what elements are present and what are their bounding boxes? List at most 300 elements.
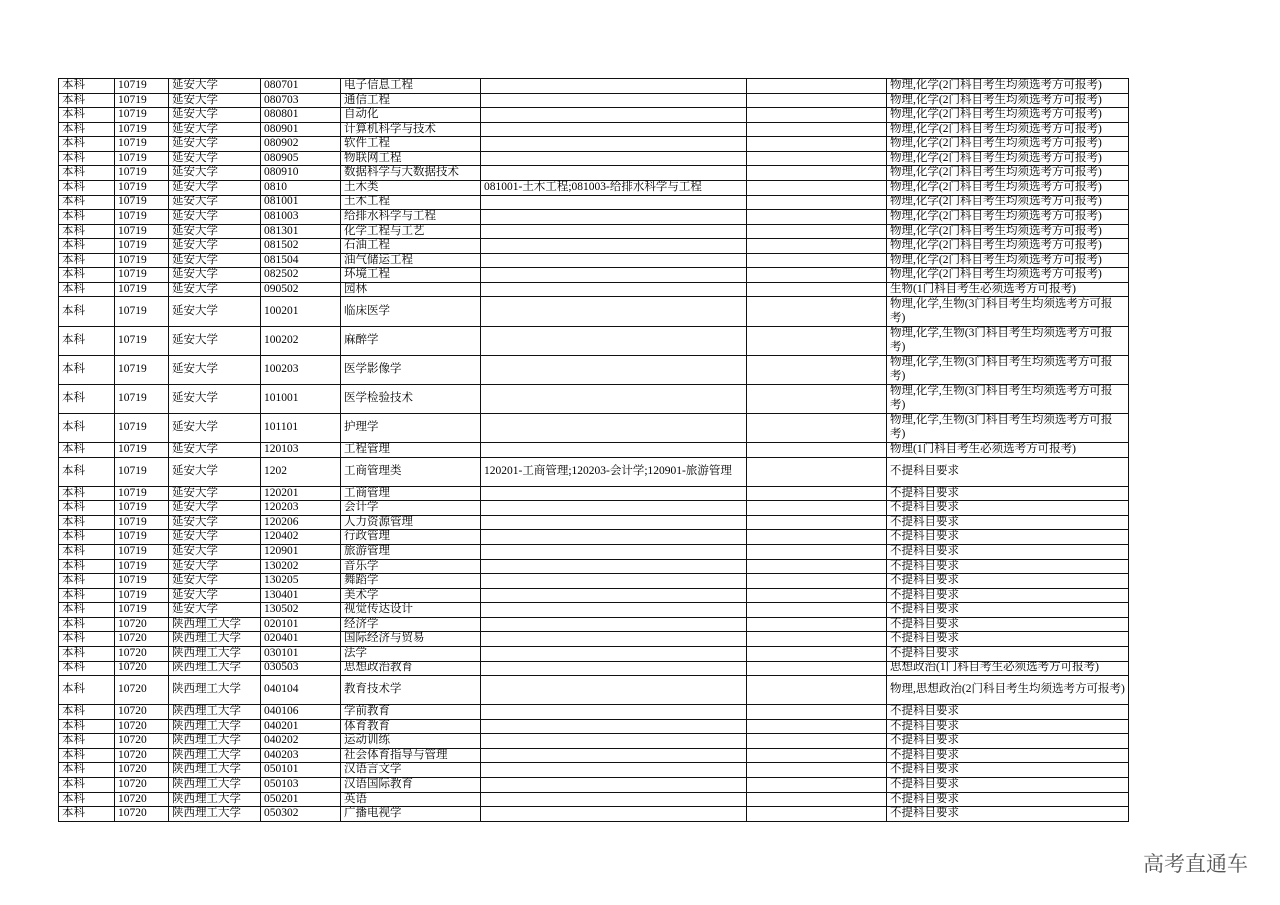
table-row: [59, 705, 1129, 720]
cell-level: 本科: [59, 196, 115, 211]
table-row: [59, 734, 1129, 749]
cell-major-code: 040106: [261, 705, 341, 720]
cell-major-code: 040202: [261, 734, 341, 749]
table-row: [59, 181, 1129, 196]
cell-level: 本科: [59, 414, 115, 443]
cell-major-code: 040104: [261, 676, 341, 705]
cell-major-code: 050201: [261, 793, 341, 808]
table-row: [59, 137, 1129, 152]
table-row: [59, 297, 1129, 326]
cell-included-majors: 120201-工商管理;120203-会计学;120901-旅游管理: [481, 458, 747, 487]
cell-major-name: 运动训练: [341, 734, 481, 749]
cell-included-majors: [481, 268, 747, 283]
cell-school-code: 10719: [115, 356, 169, 385]
cell-major-name: 美术学: [341, 589, 481, 604]
cell-subject-requirement: 物理,化学,生物(3门科目考生均须选考方可报考): [887, 414, 1129, 443]
cell-level: 本科: [59, 778, 115, 793]
cell-school-code: 10720: [115, 734, 169, 749]
cell-school-name: 陕西理工大学: [169, 793, 261, 808]
cell-major-code: 080901: [261, 123, 341, 138]
cell-major-name: 教育技术学: [341, 676, 481, 705]
cell-blank: [747, 297, 887, 326]
cell-included-majors: [481, 327, 747, 356]
cell-level: 本科: [59, 560, 115, 575]
table-row: [59, 239, 1129, 254]
cell-subject-requirement: 物理,化学,生物(3门科目考生均须选考方可报考): [887, 385, 1129, 414]
cell-blank: [747, 647, 887, 662]
cell-blank: [747, 793, 887, 808]
cell-school-code: 10719: [115, 196, 169, 211]
cell-level: 本科: [59, 239, 115, 254]
cell-school-name: 延安大学: [169, 458, 261, 487]
cell-major-code: 120203: [261, 501, 341, 516]
cell-blank: [747, 108, 887, 123]
cell-major-code: 130202: [261, 560, 341, 575]
cell-school-code: 10719: [115, 516, 169, 531]
cell-school-code: 10720: [115, 705, 169, 720]
cell-major-name: 软件工程: [341, 137, 481, 152]
cell-level: 本科: [59, 589, 115, 604]
cell-included-majors: [481, 94, 747, 109]
cell-major-code: 020101: [261, 618, 341, 633]
table-row: [59, 793, 1129, 808]
cell-blank: [747, 676, 887, 705]
cell-level: 本科: [59, 123, 115, 138]
cell-level: 本科: [59, 94, 115, 109]
cell-school-code: 10719: [115, 458, 169, 487]
table-row: [59, 749, 1129, 764]
cell-major-name: 汉语国际教育: [341, 778, 481, 793]
cell-major-code: 090502: [261, 283, 341, 298]
cell-level: 本科: [59, 501, 115, 516]
cell-included-majors: [481, 385, 747, 414]
cell-included-majors: [481, 414, 747, 443]
cell-blank: [747, 530, 887, 545]
cell-major-name: 社会体育指导与管理: [341, 749, 481, 764]
cell-major-name: 电子信息工程: [341, 79, 481, 94]
cell-included-majors: [481, 705, 747, 720]
cell-level: 本科: [59, 749, 115, 764]
table-row: [59, 720, 1129, 735]
cell-included-majors: [481, 225, 747, 240]
cell-included-majors: [481, 603, 747, 618]
cell-major-name: 会计学: [341, 501, 481, 516]
cell-included-majors: [481, 137, 747, 152]
cell-major-name: 英语: [341, 793, 481, 808]
cell-level: 本科: [59, 385, 115, 414]
cell-blank: [747, 181, 887, 196]
cell-blank: [747, 239, 887, 254]
cell-school-name: 延安大学: [169, 94, 261, 109]
cell-major-code: 020401: [261, 632, 341, 647]
cell-blank: [747, 196, 887, 211]
table-row: [59, 79, 1129, 94]
cell-subject-requirement: 不提科目要求: [887, 501, 1129, 516]
cell-major-code: 130401: [261, 589, 341, 604]
cell-school-name: 延安大学: [169, 414, 261, 443]
cell-subject-requirement: 物理,化学(2门科目考生均须选考方可报考): [887, 79, 1129, 94]
cell-included-majors: [481, 618, 747, 633]
cell-level: 本科: [59, 166, 115, 181]
table-row: [59, 94, 1129, 109]
cell-level: 本科: [59, 137, 115, 152]
cell-school-name: 陕西理工大学: [169, 705, 261, 720]
cell-school-code: 10719: [115, 94, 169, 109]
cell-major-name: 国际经济与贸易: [341, 632, 481, 647]
cell-major-name: 土木工程: [341, 196, 481, 211]
cell-subject-requirement: 不提科目要求: [887, 530, 1129, 545]
cell-included-majors: [481, 166, 747, 181]
cell-level: 本科: [59, 763, 115, 778]
cell-major-code: 0810: [261, 181, 341, 196]
cell-school-name: 延安大学: [169, 327, 261, 356]
cell-level: 本科: [59, 225, 115, 240]
cell-level: 本科: [59, 297, 115, 326]
cell-school-code: 10719: [115, 166, 169, 181]
cell-level: 本科: [59, 705, 115, 720]
cell-major-code: 120901: [261, 545, 341, 560]
cell-major-name: 给排水科学与工程: [341, 210, 481, 225]
cell-subject-requirement: 物理,化学,生物(3门科目考生均须选考方可报考): [887, 356, 1129, 385]
cell-major-name: 学前教育: [341, 705, 481, 720]
cell-blank: [747, 720, 887, 735]
cell-school-code: 10719: [115, 239, 169, 254]
cell-major-name: 自动化: [341, 108, 481, 123]
cell-school-name: 延安大学: [169, 283, 261, 298]
cell-major-name: 工程管理: [341, 443, 481, 458]
cell-included-majors: [481, 196, 747, 211]
cell-school-name: 延安大学: [169, 166, 261, 181]
cell-included-majors: [481, 793, 747, 808]
cell-school-name: 延安大学: [169, 254, 261, 269]
cell-blank: [747, 662, 887, 677]
cell-school-code: 10719: [115, 560, 169, 575]
table-row: [59, 632, 1129, 647]
cell-school-code: 10720: [115, 632, 169, 647]
cell-major-name: 石油工程: [341, 239, 481, 254]
cell-school-code: 10719: [115, 297, 169, 326]
cell-subject-requirement: 不提科目要求: [887, 793, 1129, 808]
cell-level: 本科: [59, 545, 115, 560]
cell-included-majors: [481, 356, 747, 385]
cell-subject-requirement: 物理,化学(2门科目考生均须选考方可报考): [887, 123, 1129, 138]
cell-blank: [747, 210, 887, 225]
cell-blank: [747, 705, 887, 720]
cell-school-code: 10720: [115, 720, 169, 735]
cell-major-code: 081003: [261, 210, 341, 225]
cell-subject-requirement: 不提科目要求: [887, 487, 1129, 502]
cell-school-name: 延安大学: [169, 239, 261, 254]
cell-included-majors: [481, 254, 747, 269]
cell-blank: [747, 574, 887, 589]
cell-school-code: 10719: [115, 545, 169, 560]
cell-major-code: 080902: [261, 137, 341, 152]
cell-major-code: 100202: [261, 327, 341, 356]
cell-included-majors: [481, 108, 747, 123]
cell-blank: [747, 560, 887, 575]
cell-level: 本科: [59, 487, 115, 502]
cell-major-name: 行政管理: [341, 530, 481, 545]
cell-school-code: 10719: [115, 268, 169, 283]
cell-major-name: 临床医学: [341, 297, 481, 326]
cell-major-code: 081502: [261, 239, 341, 254]
cell-major-name: 思想政治教育: [341, 662, 481, 677]
table-row: [59, 516, 1129, 531]
cell-level: 本科: [59, 647, 115, 662]
cell-school-name: 延安大学: [169, 560, 261, 575]
cell-school-name: 陕西理工大学: [169, 676, 261, 705]
cell-major-code: 120206: [261, 516, 341, 531]
cell-included-majors: [481, 632, 747, 647]
cell-level: 本科: [59, 632, 115, 647]
table-row: [59, 574, 1129, 589]
subject-requirements-table: [58, 78, 1129, 822]
cell-level: 本科: [59, 676, 115, 705]
cell-blank: [747, 778, 887, 793]
cell-subject-requirement: 物理,化学(2门科目考生均须选考方可报考): [887, 254, 1129, 269]
cell-school-name: 延安大学: [169, 589, 261, 604]
cell-major-name: 油气储运工程: [341, 254, 481, 269]
cell-blank: [747, 603, 887, 618]
cell-level: 本科: [59, 79, 115, 94]
cell-major-code: 100201: [261, 297, 341, 326]
cell-subject-requirement: 物理,化学(2门科目考生均须选考方可报考): [887, 137, 1129, 152]
cell-level: 本科: [59, 443, 115, 458]
table-row: [59, 778, 1129, 793]
cell-subject-requirement: 物理,化学(2门科目考生均须选考方可报考): [887, 108, 1129, 123]
cell-blank: [747, 268, 887, 283]
cell-major-code: 081001: [261, 196, 341, 211]
table-row: [59, 152, 1129, 167]
cell-major-code: 040201: [261, 720, 341, 735]
cell-blank: [747, 283, 887, 298]
table-row: [59, 763, 1129, 778]
cell-school-code: 10720: [115, 618, 169, 633]
cell-included-majors: [481, 283, 747, 298]
cell-major-name: 广播电视学: [341, 807, 481, 822]
cell-level: 本科: [59, 254, 115, 269]
cell-level: 本科: [59, 327, 115, 356]
table-row: [59, 385, 1129, 414]
cell-subject-requirement: 不提科目要求: [887, 763, 1129, 778]
cell-major-name: 法学: [341, 647, 481, 662]
cell-level: 本科: [59, 181, 115, 196]
cell-major-name: 物联网工程: [341, 152, 481, 167]
cell-major-code: 050103: [261, 778, 341, 793]
cell-school-code: 10720: [115, 662, 169, 677]
cell-subject-requirement: 物理,化学(2门科目考生均须选考方可报考): [887, 225, 1129, 240]
cell-included-majors: [481, 662, 747, 677]
cell-blank: [747, 123, 887, 138]
cell-level: 本科: [59, 516, 115, 531]
table-row: [59, 196, 1129, 211]
cell-school-name: 陕西理工大学: [169, 720, 261, 735]
cell-major-code: 081504: [261, 254, 341, 269]
cell-school-name: 延安大学: [169, 79, 261, 94]
cell-subject-requirement: 不提科目要求: [887, 734, 1129, 749]
cell-major-name: 护理学: [341, 414, 481, 443]
cell-major-code: 1202: [261, 458, 341, 487]
cell-school-code: 10719: [115, 283, 169, 298]
cell-level: 本科: [59, 210, 115, 225]
cell-level: 本科: [59, 283, 115, 298]
cell-subject-requirement: 不提科目要求: [887, 458, 1129, 487]
cell-included-majors: [481, 589, 747, 604]
cell-major-name: 园林: [341, 283, 481, 298]
cell-subject-requirement: 不提科目要求: [887, 632, 1129, 647]
table-row: [59, 603, 1129, 618]
cell-subject-requirement: 生物(1门科目考生必须选考方可报考): [887, 283, 1129, 298]
cell-school-name: 延安大学: [169, 501, 261, 516]
cell-school-name: 陕西理工大学: [169, 632, 261, 647]
cell-subject-requirement: 物理(1门科目考生必须选考方可报考): [887, 443, 1129, 458]
cell-school-name: 延安大学: [169, 225, 261, 240]
cell-school-code: 10719: [115, 79, 169, 94]
cell-level: 本科: [59, 152, 115, 167]
table-row: [59, 501, 1129, 516]
cell-school-code: 10719: [115, 589, 169, 604]
cell-subject-requirement: 物理,化学,生物(3门科目考生均须选考方可报考): [887, 297, 1129, 326]
cell-blank: [747, 166, 887, 181]
cell-major-code: 080703: [261, 94, 341, 109]
cell-major-code: 120402: [261, 530, 341, 545]
cell-school-code: 10719: [115, 225, 169, 240]
table-row: [59, 327, 1129, 356]
cell-major-name: 工商管理类: [341, 458, 481, 487]
cell-blank: [747, 632, 887, 647]
cell-major-name: 通信工程: [341, 94, 481, 109]
cell-major-code: 100203: [261, 356, 341, 385]
cell-major-name: 音乐学: [341, 560, 481, 575]
cell-school-name: 延安大学: [169, 356, 261, 385]
table-row: [59, 108, 1129, 123]
cell-school-code: 10719: [115, 385, 169, 414]
cell-school-code: 10719: [115, 574, 169, 589]
cell-major-name: 医学影像学: [341, 356, 481, 385]
cell-included-majors: [481, 152, 747, 167]
cell-major-name: 土木类: [341, 181, 481, 196]
cell-included-majors: [481, 749, 747, 764]
cell-school-code: 10719: [115, 501, 169, 516]
cell-major-code: 080905: [261, 152, 341, 167]
cell-included-majors: [481, 210, 747, 225]
cell-subject-requirement: 不提科目要求: [887, 778, 1129, 793]
cell-included-majors: [481, 574, 747, 589]
cell-subject-requirement: 不提科目要求: [887, 647, 1129, 662]
cell-blank: [747, 79, 887, 94]
table-row: [59, 487, 1129, 502]
table-row: [59, 254, 1129, 269]
cell-subject-requirement: 物理,化学(2门科目考生均须选考方可报考): [887, 181, 1129, 196]
cell-level: 本科: [59, 603, 115, 618]
cell-included-majors: [481, 545, 747, 560]
cell-school-code: 10719: [115, 254, 169, 269]
cell-major-name: 环境工程: [341, 268, 481, 283]
cell-school-name: 延安大学: [169, 443, 261, 458]
cell-included-majors: [481, 676, 747, 705]
cell-subject-requirement: 物理,化学(2门科目考生均须选考方可报考): [887, 268, 1129, 283]
cell-level: 本科: [59, 574, 115, 589]
cell-included-majors: [481, 79, 747, 94]
cell-blank: [747, 327, 887, 356]
cell-major-code: 101101: [261, 414, 341, 443]
cell-school-code: 10720: [115, 793, 169, 808]
cell-subject-requirement: 不提科目要求: [887, 545, 1129, 560]
cell-included-majors: [481, 516, 747, 531]
cell-level: 本科: [59, 458, 115, 487]
cell-school-code: 10719: [115, 414, 169, 443]
cell-major-name: 麻醉学: [341, 327, 481, 356]
cell-blank: [747, 763, 887, 778]
cell-blank: [747, 356, 887, 385]
cell-level: 本科: [59, 720, 115, 735]
cell-school-name: 延安大学: [169, 137, 261, 152]
cell-included-majors: 081001-土木工程;081003-给排水科学与工程: [481, 181, 747, 196]
cell-included-majors: [481, 734, 747, 749]
cell-major-code: 082502: [261, 268, 341, 283]
cell-school-code: 10720: [115, 763, 169, 778]
cell-major-name: 体育教育: [341, 720, 481, 735]
cell-level: 本科: [59, 530, 115, 545]
table-row: [59, 676, 1129, 705]
cell-level: 本科: [59, 618, 115, 633]
cell-school-code: 10719: [115, 487, 169, 502]
cell-blank: [747, 589, 887, 604]
cell-subject-requirement: 物理,化学(2门科目考生均须选考方可报考): [887, 196, 1129, 211]
cell-school-code: 10719: [115, 530, 169, 545]
cell-blank: [747, 807, 887, 822]
cell-subject-requirement: 物理,思想政治(2门科目考生均须选考方可报考): [887, 676, 1129, 705]
cell-school-name: 延安大学: [169, 545, 261, 560]
cell-included-majors: [481, 778, 747, 793]
table-row: [59, 560, 1129, 575]
cell-included-majors: [481, 720, 747, 735]
cell-school-name: 延安大学: [169, 516, 261, 531]
cell-school-code: 10719: [115, 181, 169, 196]
table-row: [59, 618, 1129, 633]
cell-major-code: 040203: [261, 749, 341, 764]
cell-level: 本科: [59, 108, 115, 123]
cell-school-name: 陕西理工大学: [169, 807, 261, 822]
cell-level: 本科: [59, 356, 115, 385]
cell-major-name: 经济学: [341, 618, 481, 633]
cell-major-name: 计算机科学与技术: [341, 123, 481, 138]
cell-major-code: 050101: [261, 763, 341, 778]
table-row: [59, 268, 1129, 283]
cell-major-code: 130205: [261, 574, 341, 589]
cell-subject-requirement: 不提科目要求: [887, 603, 1129, 618]
cell-school-name: 陕西理工大学: [169, 618, 261, 633]
cell-school-name: 延安大学: [169, 108, 261, 123]
cell-subject-requirement: 物理,化学(2门科目考生均须选考方可报考): [887, 152, 1129, 167]
cell-subject-requirement: 物理,化学(2门科目考生均须选考方可报考): [887, 166, 1129, 181]
table-row: [59, 283, 1129, 298]
cell-major-name: 汉语言文学: [341, 763, 481, 778]
cell-major-name: 化学工程与工艺: [341, 225, 481, 240]
cell-blank: [747, 225, 887, 240]
cell-blank: [747, 137, 887, 152]
cell-school-name: 陕西理工大学: [169, 647, 261, 662]
table-row: [59, 414, 1129, 443]
table-row: [59, 807, 1129, 822]
cell-major-code: 120201: [261, 487, 341, 502]
cell-included-majors: [481, 807, 747, 822]
cell-blank: [747, 749, 887, 764]
cell-subject-requirement: 不提科目要求: [887, 560, 1129, 575]
cell-major-code: 080910: [261, 166, 341, 181]
cell-school-name: 陕西理工大学: [169, 763, 261, 778]
cell-level: 本科: [59, 734, 115, 749]
